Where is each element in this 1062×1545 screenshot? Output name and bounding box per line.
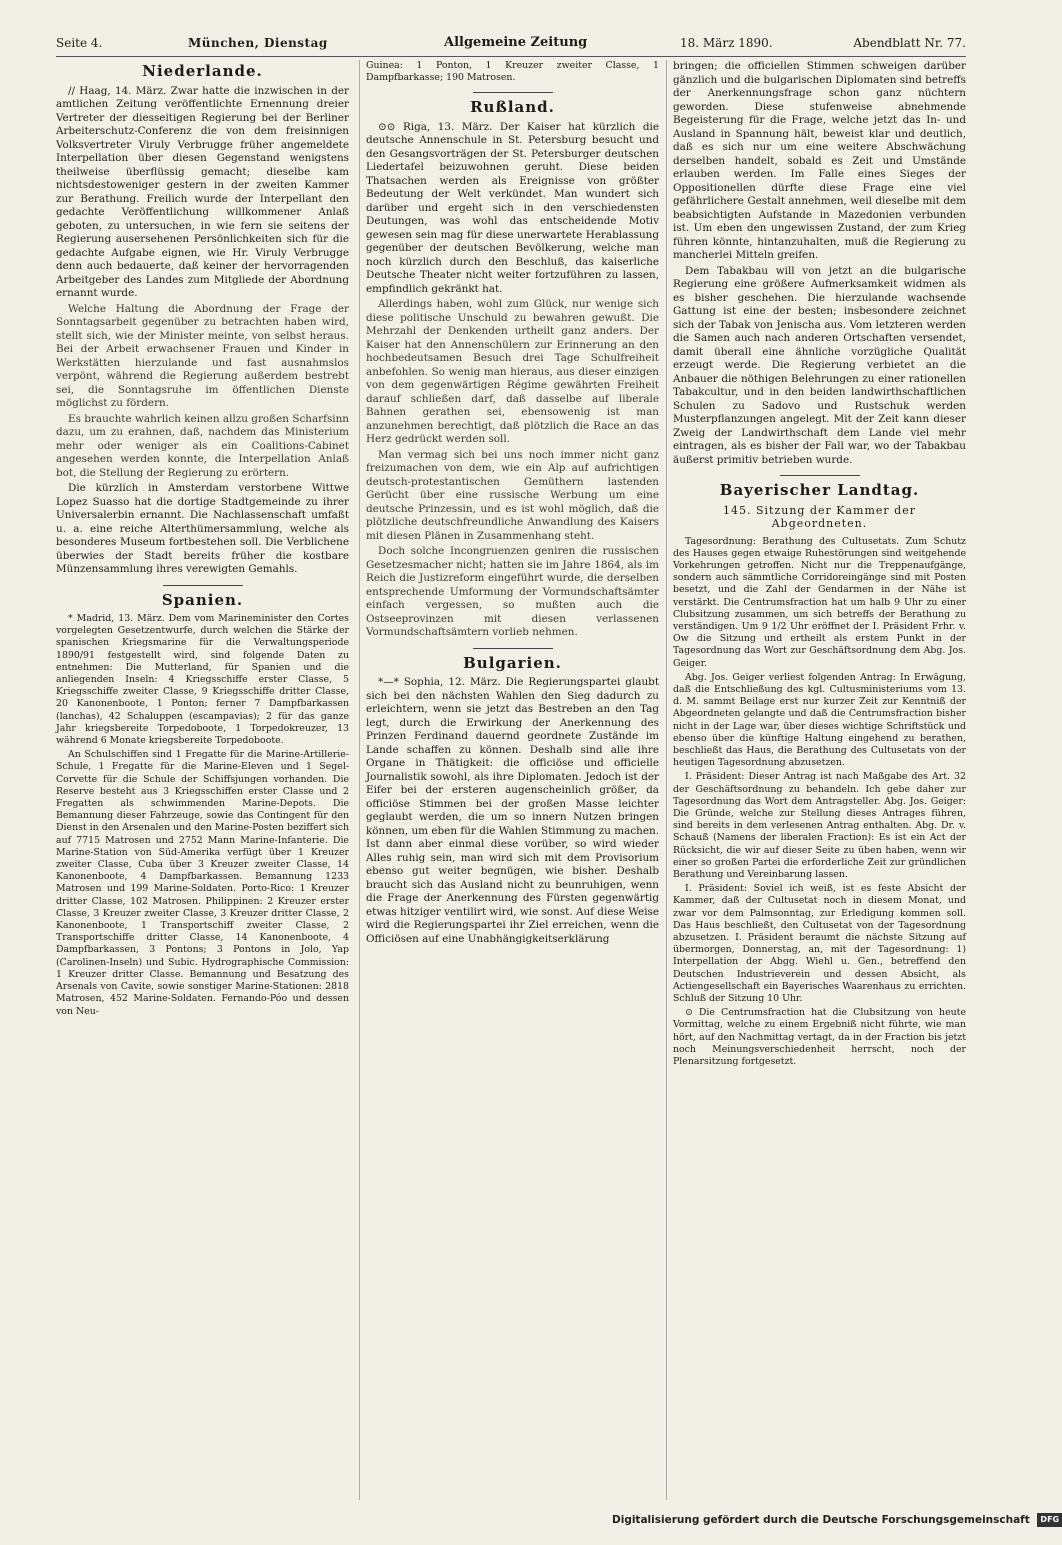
article-paragraph: Allerdings haben, wohl zum Glück, nur wenige sich diese politische Unschuld zu bewahren gewußt. Die Mehrzahl der Denkenden urtheilt ganz anders. Der Kaiser hat den Annenschülern zur Erinnerung an den hochbedeutsamen Besuch drei Tage Schulfreiheit anbefohlen. So wenig man hieraus, aus dieser einzigen von dem gegenwärtigen Régime gewährten Freiheit darauf schließen darf, daß dasselbe auf liberale Bahnen gerathen sei, ebensowenig ist man anzunehmen berechtigt, daß plötzlich die Race an das Herz gedrückt werden soll. [366, 298, 659, 446]
article-paragraph: *—* Sophia, 12. März. Die Regierungspartei glaubt sich bei den nächsten Wahlen den Sieg dadurch zu erleichtern, wenn sie jetzt das Bestreben an den Tag legt, durch die Erwirkung der Anerkennung des Prinzen Ferdinand dauernd geordnete Zustände im Lande schaffen zu können. Deshalb sind alle ihre Organe in Thätigkeit: die officiöse und officielle Journalistik sowohl, als ihre Diplomaten. Jedoch ist der Eifer bei der ersteren augenscheinlich größer, da officiöse Stimmen bei der großen Masse leichter geglaubt werden, die um so innern Nutzen bringen können, um eben für die Wahlen Stimmung zu machen. Ist dann aber einmal diese vorüber, so wird wieder Alles ruhig sein, man wird sich mit dem Provisorium ebenso gut weiter begnügen, wie bisher. Deshalb braucht sich das Ausland nicht zu beunruhigen, wenn die Frage der Anerkennung des Fürsten gegenwärtig etwas hitziger ventilirt wird, wie sonst. Auf diese Weise wird die Regierungspartei ihr Ziel erreichen, wenn die Officiösen auf eine Unabhängigkeitserklärung [366, 676, 659, 945]
column-1 [56, 60, 349, 1505]
article-paragraph: bringen; die officiellen Stimmen schweigen darüber gänzlich und die bulgarischen Diplomaten sind betreffs der Anerkennungsfrage schon ganz nüchtern geworden. Diese stufenweise abnehmende Begeisterung für die Frage, welche jetzt das In- und Ausland in Spannung hält, beweist klar und deutlich, daß es sich nur um eine weitere Abschwächung derselben handelt, sobald es Zeit und Umstände erlauben werden. Im Falle eines Sieges der Oppositionellen dürfte diese Frage eine viel gefährlichere Gestalt annehmen, weil dieselbe mit dem beabsichtigten Aufstande in Mazedonien verbunden ist. Um eben den ungewissen Zustand, der zum Krieg führen könnte, hintanzuhalten, muß die Regierung zu mancherlei Mitteln greifen. [673, 60, 966, 261]
article-paragraph: Man vermag sich bei uns noch immer nicht ganz freizumachen von dem, wie ein Alp auf aufrichtigen deutsch-protestantischen Gemüthern lastenden Gerücht über eine russische Werbung um eine deutsche Prinzessin, und es ist wohl möglich, daß die plötzliche deutschfreundliche Anwandlung des Kaisers mit diesen Plänen in Zusammenhang steht. [366, 448, 659, 542]
section-separator [780, 475, 860, 476]
article-paragraph: Abg. Jos. Geiger verliest folgenden Antrag: In Erwägung, daß die Entschließung des kgl. Cultusministeriums vom 13. d. M. sammt Beilage erst nur kurzer Zeit zur Kenntniß der Abgeordneten gelangte und daß die Centrumsfraction bisher nicht in der Lage war, über dieses wichtige Schriftstück und ebenso über die künftige Haltung eingehend zu berathen, beschließt das Haus, die Berathung des Cultusetats von der heutigen Tagesordnung abzusetzen. [673, 671, 966, 769]
section-separator [163, 585, 243, 586]
column-divider [359, 60, 360, 1500]
section-heading-russland: Rußland. [470, 98, 555, 117]
section-heading-landtag: Bayerischer Landtag. [719, 481, 920, 499]
article-paragraph: Dem Tabakbau will von jetzt an die bulgarische Regierung eine größere Aufmerksamkeit widmen als es bisher geschehen. Die hierzulande wachsende Gattung ist eine der besten; insbesondere zeichnet sich der Tabak von Jenischa aus. Vom letzteren werden die Samen auch nach anderen Ortschaften versendet, damit überall eine ähnliche vorzügliche Qualität erzeugt werde. Die Regierung verbietet an die Anbauer die nöthigen Belehrungen zu einer rationellen Tabakcultur, und in den beiden landwirthschaftlichen Schulen zu Sadovo und Rustschuk werden Musterpflanzungen angelegt. Mit der Zeit kann dieser Zweig der Landwirthschaft dem Lande viel mehr eintragen, als es bisher der Fall war, wo der Tabakbau äußerst primitiv betrieben wurde. [673, 264, 966, 466]
session-subheading: 145. Sitzung der Kammer der Abgeordneten. [723, 503, 916, 530]
article-paragraph: * Madrid, 13. März. Dem vom Marineminister den Cortes vorgelegten Gesetzentwurfe, durch welchen die Stärke der spanischen Kriegsmarine für die Verwaltungsperiode 1890/91 festgestellt wird, sind folgende Daten zu entnehmen: Die Mutterland, für Spanien und die anliegenden Inseln: 4 Kriegsschiffe erster Classe, 5 Kriegsschiffe zweiter Classe, 9 Kriegsschiffe dritter Classe, 20 Kanonenboote, 1 Ponton; ferner 7 Dampfbarkassen (lanchas), 42 Schaluppen (escampavias); 2 für das ganze Jahr kriegsbereite Torpedoboote, 1 Torpedokreuzer, 13 während 6 Monate kriegsbereite Torpedoboote. [56, 613, 349, 747]
page-number: Seite 4. [56, 36, 103, 50]
section-separator [473, 648, 553, 649]
section-heading-niederlande: Niederlande. [142, 62, 263, 80]
digitization-credit [612, 1510, 1060, 1530]
article-paragraph: An Schulschiffen sind 1 Fregatte für die Marine-Artillerie-Schule, 1 Fregatte für die Marine-Eleven und 1 Segel-Corvette für die Schule der Schiffsjungen vorhanden. Die Reserve besteht aus 3 Kriegsschiffen erster Classe und 2 Fregatten als schwimmenden Marine-Depots. Die Bemannung dieser Fahrzeuge, sowie das Contingent für den Dienst in den Arsenalen und den Marine-Posten beziffert sich auf 7715 Matrosen und 2752 Mann Marine-Infanterie. Die Marine-Station von Süd-Amerika verfügt über 1 Kreuzer zweiter Classe, Cuba über 3 Kreuzer zweiter Classe, 14 Kanonenboote, 4 Dampfbarkassen. Bemannung 1233 Matrosen und 199 Marine-Soldaten. Porto-Rico: 1 Kreuzer dritter Classe, 102 Matrosen. Philippinen: 2 Kreuzer erster Classe, 3 Kreuzer zweiter Classe, 3 Kreuzer dritter Classe, 2 Kanonenboote, 1 Transportschiff zweiter Classe, 2 Transportschiffe dritter Classe, 14 Kanonenboote, 4 Dampfbarkassen, 3 Pontons; 3 Pontons in Jolo, Yap (Carolinen-Inseln) und Subic. Hydrographische Commission: 1 Kreuzer dritter Classe. Bemannung und Besatzung des Arsenals von Cavite, sowie sonstiger Marine-Stationen: 2818 Matrosen, 452 Marine-Soldaten. Fernando-Póo und dessen von Neu- [56, 749, 349, 1017]
dfg-logo-icon: DFG [1037, 1513, 1062, 1527]
column-3 [673, 60, 966, 1505]
article-paragraph: Die kürzlich in Amsterdam verstorbene Wittwe Lopez Suasso hat die dortige Stadtgemeinde zu ihrer Universalerbin ernannt. Die Nachlassenschaft umfaßt u. a. eine reiche Alterthümersammlung, welche als besonderes Museum fortbestehen soll. Die Verblichene überwies der Stadt bereits früher die kostbare Münzensammlung ihres verewigten Gemahls. [56, 482, 349, 575]
article-paragraph: ⊙⊙ Riga, 13. März. Der Kaiser hat kürzlich die deutsche Annenschule in St. Petersburg besucht und den Gesangsvorträgen der St. Petersburger deutschen Liedertafel beizuwohnen geruht. Diese beiden Thatsachen werden als Ereignisse von größter Bedeutung der Welt verkündet. Man wundert sich darüber und ergeht sich in den verschiedensten Deutungen, was wohl das entscheidende Motiv gewesen sein mag für diese unerwartete Herablassung gegenüber der deutschen Bevölkerung, welche man noch kürzlich durch den Beschluß, das kaiserliche Deutsche Theater nicht weiter fortzuführen zu lassen, empfindlich gekränkt hat. [366, 120, 659, 295]
section-heading-spanien: Spanien. [161, 590, 244, 609]
issue-date: 18. März 1890. [680, 36, 773, 50]
article-paragraph: // Haag, 14. März. Zwar hatte die inzwischen in der amtlichen Zeitung veröffentlichte Ernennung dreier Vertreter der diesseitigen Regierung bei der Berliner Arbeiterschutz-Conferenz die von dem freisinnigen Volksvertreter Viruly Verbrugge früher angemeldete Interpellation über diesen Gegenstand wenigstens theilweise überflüssig gemacht; dieselbe kam nichtsdestoweniger gestern in der zweiten Kammer zur Berathung. Freilich wurde der Interpellant den gedachte Veröffentlichung willkommener Anlaß geboten, zu untersuchen, in wie fern sie seitens der Regierung ausersehenen Persönlichkeiten sich für die gedachte Aufgabe eignen, wie Hr. Viruly Verbrugge denn auch bedauerte, daß keiner der hervorragenden Arbeitgeber des Landes zum Mitgliede der Abordnung ernannt wurde. [56, 84, 349, 299]
issue-number: Abendblatt Nr. 77. [853, 36, 966, 50]
section-heading-bulgarien: Bulgarien. [463, 653, 562, 672]
credit-text: Digitalisierung gefördert durch die Deutsche Forschungsgemeinschaft [612, 1514, 1030, 1526]
article-paragraph: Doch solche Incongruenzen geniren die russischen Gesetzesmacher nicht; hatten sie im Jahre 1864, als im Reich die Justizreform eingeführt wurde, die derselben entsprechende Umformung der Vormundschaftsämter einfach vergessen, so mußten auch die Ostseeprovinzen mit diesen verlassenen Vormundschaftsämtern vorlieb nehmen. [366, 545, 659, 639]
newspaper-title: Allgemeine Zeitung [444, 35, 588, 50]
article-paragraph: Tagesordnung: Berathung des Cultusetats. Zum Schutz des Hauses gegen etwaige Ruhestörungen sind weitgehende Vorkehrungen getroffen. Nicht nur die Treppenaufgänge, sondern auch sämmtliche Corridoreingänge sind mit Posten besetzt, und die Zahl der Gendarmen in der Nähe ist verstärkt. Die Centrumsfraction hat um halb 9 Uhr zu einer Clubsitzung zusammen, um sich betreffs der Berathung zu verständigen. Um 9 1/2 Uhr eröffnet der I. Präsident Frhr. v. Ow die Sitzung und ertheilt als erstem Punkt in der Tagesordnung das Wort zur Geschäftsordnung dem Abg. Jos. Geiger. [673, 535, 966, 669]
header-rule [56, 56, 966, 57]
article-paragraph: Welche Haltung die Abordnung der Frage der Sonntagsarbeit gegenüber zu betrachten haben wird, stellt sich, wie der Minister meinte, von selbst heraus. Bei der Arbeit erwachsener Frauen und Kinder in Werkstätten hierzulande und fast ausnahmslos verpönt, während die Regierung außerdem bestrebt sei, die Sonntagsruhe im öffentlichen Dienste möglichst zu fördern. [56, 302, 349, 409]
article-paragraph: I. Präsident: Dieser Antrag ist nach Maßgabe des Art. 32 der Geschäftsordnung zu behandeln. Ich gebe daher zur Tagesordnung das Wort dem Antragsteller. Abg. Jos. Geiger: Die Gründe, welche zur Stellung dieses Antrages führen, sind bereits in dem verlesenen Antrag enthalten. Abg. Dr. v. Schauß (Namens der liberalen Fraction): Es ist ein Act der Rücksicht, die wir auf dieser Seite zu üben haben, wenn wir einer so großen Partei die erforderliche Zeit zur gründlichen Berathung und Vereinbarung lassen. [673, 771, 966, 880]
article-paragraph: Guinea: 1 Ponton, 1 Kreuzer zweiter Classe, 1 Dampfbarkasse; 190 Matrosen. [366, 60, 659, 84]
article-paragraph: Es brauchte wahrlich keinen allzu großen Scharfsinn dazu, um zu erahnen, daß, nachdem das Ministerium mehr oder weniger als ein Coalitions-Cabinet angesehen werden konnte, die Interpellation Anlaß bot, die Stellung der Regierung zu erörtern. [56, 412, 349, 479]
article-paragraph: I. Präsident: Soviel ich weiß, ist es feste Absicht der Kammer, daß der Cultusetat noch in diesem Monat, und zwar vor dem Palmsonntag, zur Erledigung kommen soll. Das Haus beschließt, den Cultusetat von der Tagesordnung abzusetzen. I. Präsident beraumt die nächste Sitzung auf übermorgen, Donnerstag, an, mit der Tagesordnung: 1) Interpellation der Abgg. Wiehl u. Gen., betreffend den Deutschen Industrieverein und dessen Absicht, als Actiengesellschaft ein Bayerisches Waarenhaus zu errichten. Schluß der Sitzung 10 Uhr. [673, 883, 966, 1005]
column-2 [366, 60, 659, 1505]
city-day: München, Dienstag [188, 36, 328, 50]
section-separator [473, 92, 553, 93]
page-header [56, 32, 966, 54]
column-divider [666, 60, 667, 1500]
article-paragraph: ⊙ Die Centrumsfraction hat die Clubsitzung von heute Vormittag, welche zu einem Ergebniß nicht führte, wie man hört, auf den Nachmittag vertagt, da in der Fraction bis jetzt noch Meinungsverschiedenheit herrscht, noch der Plenarsitzung fortgesetzt. [673, 1007, 966, 1068]
